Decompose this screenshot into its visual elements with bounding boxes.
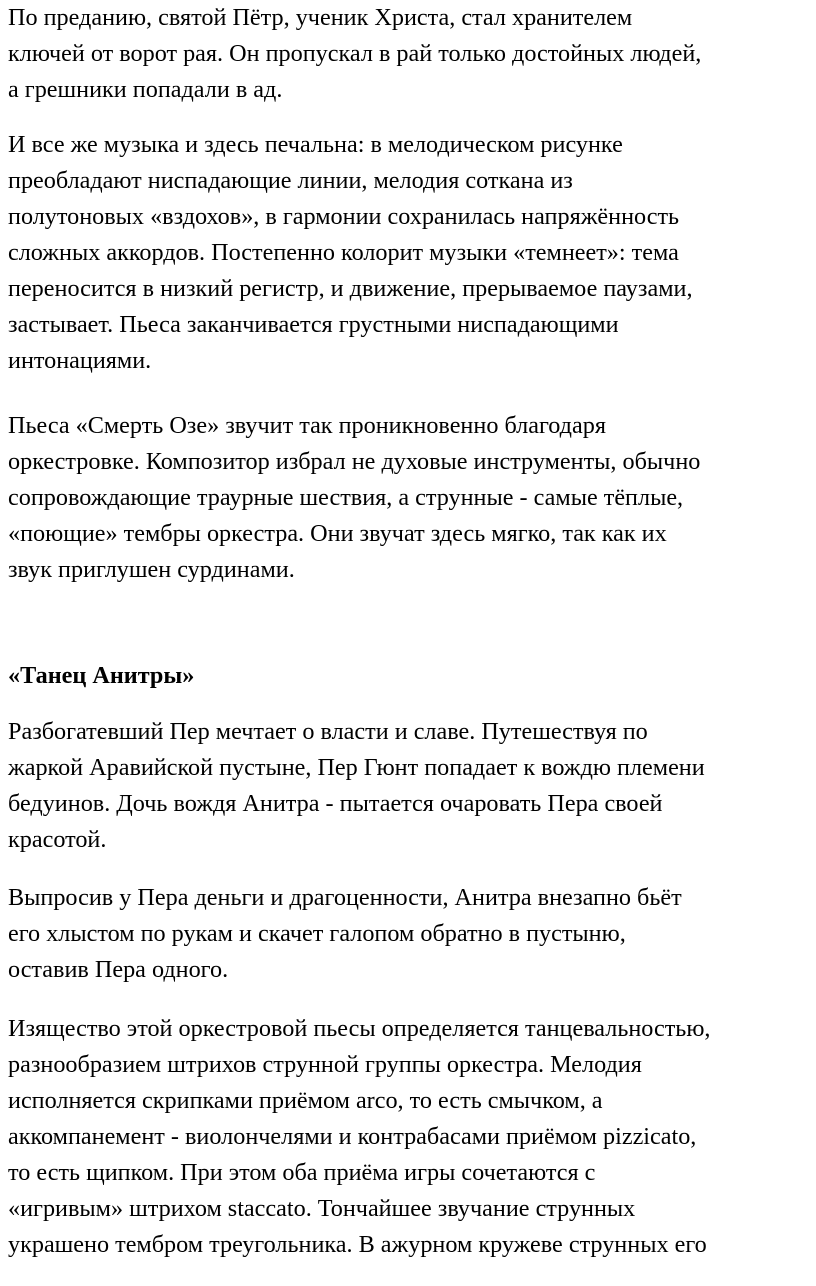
- section-heading-anitras-dance: «Танец Анитры»: [8, 662, 195, 689]
- paragraph-music-sad: И все же музыка и здесь печальна: в мелодическом рисунке преобладают ниспадающие линии, мелодия соткана из полутоновых «вздохов», в гармонии сохранилась напряжённость сложных аккордов. Постепенно колорит музыки «темнеет»: тема переносится в низкий регистр, и движение, прерываемое паузами, застывает. Пьеса заканчивается грустными ниспадающими интонациями.: [8, 131, 693, 374]
- paragraph-orchestration: Изящество этой оркестровой пьесы определяется танцевальностью, разнообразием штрихов струнной группы оркестра. Мелодия исполняется скрипками приёмом arco, то есть смычком, а аккомпанемент - виолончелями и контрабасами приёмом pizzicato, то есть щипком. При этом оба приёма игры сочетаются с «игривым» штрихом staccato. Тончайшее звучание струнных украшено тембром треугольника. В ажурном кружеве струнных его: [8, 1015, 711, 1258]
- paragraph-death-of-ase: Пьеса «Смерть Озе» звучит так проникновенно благодаря оркестровке. Композитор избрал не духовые инструменты, обычно сопровождающие траурные шествия, а струнные - самые тёплые, «поющие» тембры оркестра. Они звучат здесь мягко, так как их звук приглушен сурдинами.: [8, 412, 701, 583]
- paragraph-per-dreams: Разбогатевший Пер мечтает о власти и славе. Путешествуя по жаркой Аравийской пустыне, Пер Гюнт попадает к вождю племени бедуинов. Дочь вождя Анитра - пытается очаровать Пера своей красотой.: [8, 718, 705, 853]
- paragraph-saint-peter: По преданию, святой Пётр, ученик Христа, стал хранителем ключей от ворот рая. Он пропускал в рай только достойных людей, а грешники попадали в ад.: [8, 4, 702, 103]
- paragraph-anitra-flees: Выпросив у Пера деньги и драгоценности, Анитра внезапно бьёт его хлыстом по рукам и скачет галопом обратно в пустыню, оставив Пера одного.: [8, 884, 682, 983]
